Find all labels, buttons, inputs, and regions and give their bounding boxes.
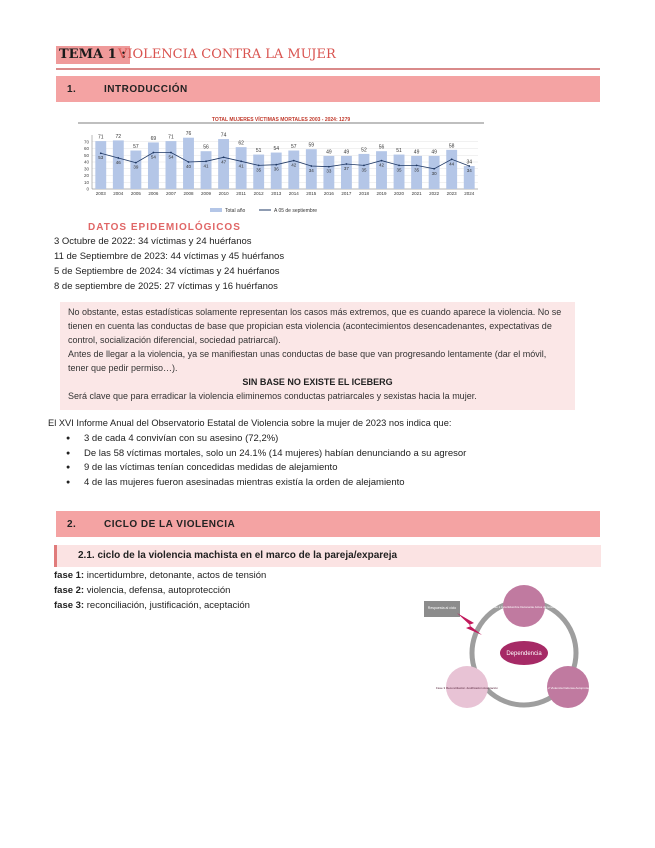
bar-value-label: 51	[396, 148, 402, 155]
section-label: INTRODUCCIÓN	[104, 84, 188, 95]
cycle-diagram	[422, 583, 602, 718]
datos-line: 3 Octubre de 2022: 34 víctimas y 24 huérfanos	[54, 236, 252, 247]
y-tick-label: 20	[83, 173, 89, 178]
bar-value-label: 49	[343, 149, 350, 156]
bar-value-label: 58	[448, 143, 455, 150]
x-tick-label: 2005	[130, 191, 141, 196]
y-tick-label: 50	[83, 152, 89, 158]
x-tick-label: 2010	[218, 191, 229, 196]
bar	[288, 151, 299, 189]
y-tick-label: 30	[83, 166, 89, 172]
subsection-header	[54, 545, 601, 567]
line-point	[153, 152, 155, 154]
line-value-label: 54	[168, 154, 174, 160]
note-box	[60, 302, 575, 410]
bar	[166, 141, 177, 189]
bar	[201, 151, 212, 189]
phase1-label: Fase 1 Incertidumbre Detonante Actos de tensión	[491, 605, 557, 609]
bar-value-label: 34	[466, 159, 473, 166]
phase-line	[54, 569, 266, 584]
x-tick-label: 2009	[201, 191, 212, 196]
phase-text: violencia, defensa, autoprotección	[86, 585, 231, 596]
bar-value-label: 49	[413, 149, 420, 156]
x-tick-label: 2022	[429, 191, 440, 196]
phase-text: incertidumbre, detonante, actos de tensión	[86, 570, 267, 581]
subsection-title: 2.1. ciclo de la violencia machista en el marco de la pareja/expareja	[78, 550, 398, 561]
datos-line: 11 de Septiembre de 2023: 44 víctimas y 45 huérfanos	[54, 251, 285, 262]
y-tick-label: 60	[83, 146, 89, 151]
legend-bar-swatch	[210, 208, 222, 212]
page-title	[56, 46, 600, 70]
phase-text: reconciliación, justificación, aceptación	[86, 600, 250, 611]
list-item: ● 3 de cada 4 convivían con su asesino (72,2%)	[56, 432, 466, 447]
x-tick-label: 2021	[411, 191, 422, 196]
bar-value-label: 56	[378, 144, 385, 151]
section-header-introduccion	[56, 76, 600, 102]
x-tick-label: 2006	[148, 191, 159, 196]
line-point	[205, 160, 207, 162]
line-point	[117, 157, 119, 159]
x-tick-label: 2014	[288, 191, 299, 196]
legend-bar-label: Total año	[225, 208, 246, 214]
bar-value-label: 59	[308, 142, 315, 149]
bar-value-label: 71	[97, 134, 104, 141]
bar-value-label: 51	[255, 148, 262, 155]
informe-list	[56, 432, 466, 490]
bar-value-label: 71	[168, 134, 174, 141]
note-highlight: SIN BASE NO EXISTE EL ICEBERG	[242, 377, 393, 387]
bar-value-label: 49	[326, 149, 332, 156]
chart-svg	[78, 117, 484, 221]
line-point	[328, 166, 330, 168]
bar-value-label: 62	[238, 140, 244, 147]
topic-title: VIOLENCIA CONTRA LA MUJER	[118, 47, 336, 62]
datos-title: DATOS EPIDEMIOLÓGICOS	[88, 222, 241, 233]
line-value-label: 34	[466, 168, 472, 174]
section-number: 2.	[67, 519, 77, 530]
line-value-label: 30	[431, 170, 437, 176]
x-tick-label: 2007	[165, 191, 176, 196]
bar-value-label: 72	[115, 133, 122, 140]
line-point	[275, 164, 277, 166]
bar	[148, 142, 159, 189]
note-paragraph: Antes de llegar a la violencia, ya se manifiestan unas conductas de base que van progresando lentamente (dar el móvil, tener que pedir permiso…).	[68, 349, 547, 373]
line-point	[258, 164, 260, 166]
line-value-label: 37	[343, 166, 349, 172]
line-value-label: 46	[115, 159, 121, 165]
line-value-label: 47	[221, 159, 227, 165]
line-value-label: 54	[150, 154, 156, 160]
y-tick-label: 10	[83, 179, 89, 185]
line-value-label: 42	[378, 162, 385, 168]
line-value-label: 42	[291, 162, 297, 168]
list-item: ● 9 de las víctimas tenían concedidas medidas de alejamiento	[56, 461, 466, 476]
x-tick-label: 2018	[358, 191, 369, 196]
bar-value-label: 76	[185, 131, 192, 138]
x-tick-label: 2023	[446, 191, 457, 196]
chart-title: TOTAL MUJERES VÍCTIMAS MORTALES 2003 - 2024: 1279	[211, 117, 351, 123]
line-point	[346, 163, 348, 165]
line-value-label: 36	[273, 166, 279, 172]
line-value-label: 41	[238, 163, 244, 169]
bar-value-label: 69	[150, 135, 157, 142]
phase-line	[54, 584, 230, 599]
datos-line: 8 de septiembre de 2025: 27 víctimas y 16 huérfanos	[54, 281, 278, 292]
x-tick-label: 2003	[95, 191, 106, 196]
line-point	[468, 165, 470, 167]
y-tick-label: 40	[83, 159, 89, 165]
line-point	[416, 164, 418, 166]
phase-label: fase 3:	[54, 600, 85, 611]
note-paragraph: Será clave que para erradicar la violencia eliminemos conductas patriarcales y sexistas hacia la mujer.	[68, 391, 477, 401]
line-point	[240, 160, 242, 162]
line-point	[398, 164, 400, 166]
bar	[376, 151, 387, 189]
phase-label: fase 1:	[54, 570, 85, 581]
list-item: ● De las 58 víctimas mortales, solo un 24.1% (14 mujeres) habían denunciando a su agresor	[56, 447, 466, 462]
cycle-center-label: Dependencia	[506, 651, 542, 657]
line-point	[223, 156, 225, 158]
bar-value-label: 54	[273, 146, 280, 153]
phase2-label: Fase 2 Violencia Defensa Autoprotección	[540, 686, 596, 690]
line-point	[188, 161, 190, 163]
bar-value-label: 57	[133, 144, 139, 151]
x-tick-label: 2012	[253, 191, 264, 196]
line-value-label: 40	[185, 164, 192, 169]
phase3-label: Fase 3 Reconciliación Justificación Aceptación	[435, 686, 499, 690]
section-header-ciclo	[56, 511, 600, 537]
section-label: CICLO DE LA VIOLENCIA	[104, 519, 236, 530]
x-tick-label: 2016	[323, 191, 334, 196]
bar-value-label: 57	[290, 144, 297, 151]
x-tick-label: 2019	[376, 191, 387, 196]
bar	[341, 156, 352, 189]
bar	[411, 156, 422, 189]
x-tick-label: 2004	[113, 191, 124, 196]
x-tick-label: 2013	[271, 191, 282, 196]
line-point	[381, 160, 383, 162]
line-point	[363, 164, 365, 166]
line-value-label: 34	[308, 168, 314, 174]
line-value-label: 39	[133, 164, 139, 170]
x-tick-label: 2024	[464, 191, 475, 196]
line-point	[451, 158, 453, 160]
x-tick-label: 2015	[306, 191, 317, 196]
victims-chart	[78, 117, 484, 221]
line-value-label: 35	[361, 167, 367, 173]
bar-value-label: 52	[361, 147, 367, 154]
bar-value-label: 49	[431, 149, 437, 156]
line-point	[293, 160, 295, 162]
bar	[95, 141, 106, 189]
datos-line: 5 de Septiembre de 2024: 34 víctimas y 24 huérfanos	[54, 266, 280, 277]
x-tick-label: 2020	[394, 191, 405, 196]
line-point	[433, 168, 435, 170]
section-number: 1.	[67, 84, 77, 95]
x-tick-label: 2011	[236, 191, 246, 196]
line-point	[310, 165, 312, 167]
line-point	[135, 162, 137, 164]
legend-line-label: A 05 de septiembre	[274, 208, 318, 214]
line-value-label: 35	[396, 167, 402, 173]
line-value-label: 53	[98, 155, 104, 161]
phase-label: fase 2:	[54, 585, 85, 596]
note-paragraph: No obstante, estas estadísticas solamente representan los casos más extremos, que es cuando aparece la violencia. No se tienen en cuenta las conductas de base que propician esta violencia (acontecimientos desencadenantes, expectativas de control, socialización diferencial, sociedad patriarcal).	[68, 307, 562, 345]
cycle-response-label: Respuesta al ciclo	[427, 606, 457, 610]
line-value-label: 35	[414, 167, 420, 173]
line-value-label: 35	[256, 167, 262, 173]
x-tick-label: 2017	[341, 191, 352, 196]
bar-value-label: 56	[203, 144, 209, 151]
line-point	[100, 152, 102, 154]
line-point	[170, 152, 172, 154]
line-value-label: 41	[203, 163, 209, 169]
y-tick-label: 70	[83, 139, 89, 145]
bar-value-label: 74	[220, 132, 227, 139]
bar	[130, 151, 141, 189]
topic-number: TEMA 1 :	[56, 46, 130, 64]
bar	[446, 150, 457, 189]
informe-intro: El XVI Informe Anual del Observatorio Estatal de Violencia sobre la mujer de 2023 nos indica que:	[48, 418, 452, 428]
y-tick-label: 0	[86, 186, 89, 192]
line-value-label: 33	[326, 168, 332, 174]
x-tick-label: 2008	[183, 191, 194, 196]
phase-line	[54, 599, 250, 614]
list-item: ● 4 de las mujeres fueron asesinadas mientras existía la orden de alejamiento	[56, 476, 466, 491]
line-value-label: 44	[449, 161, 455, 167]
